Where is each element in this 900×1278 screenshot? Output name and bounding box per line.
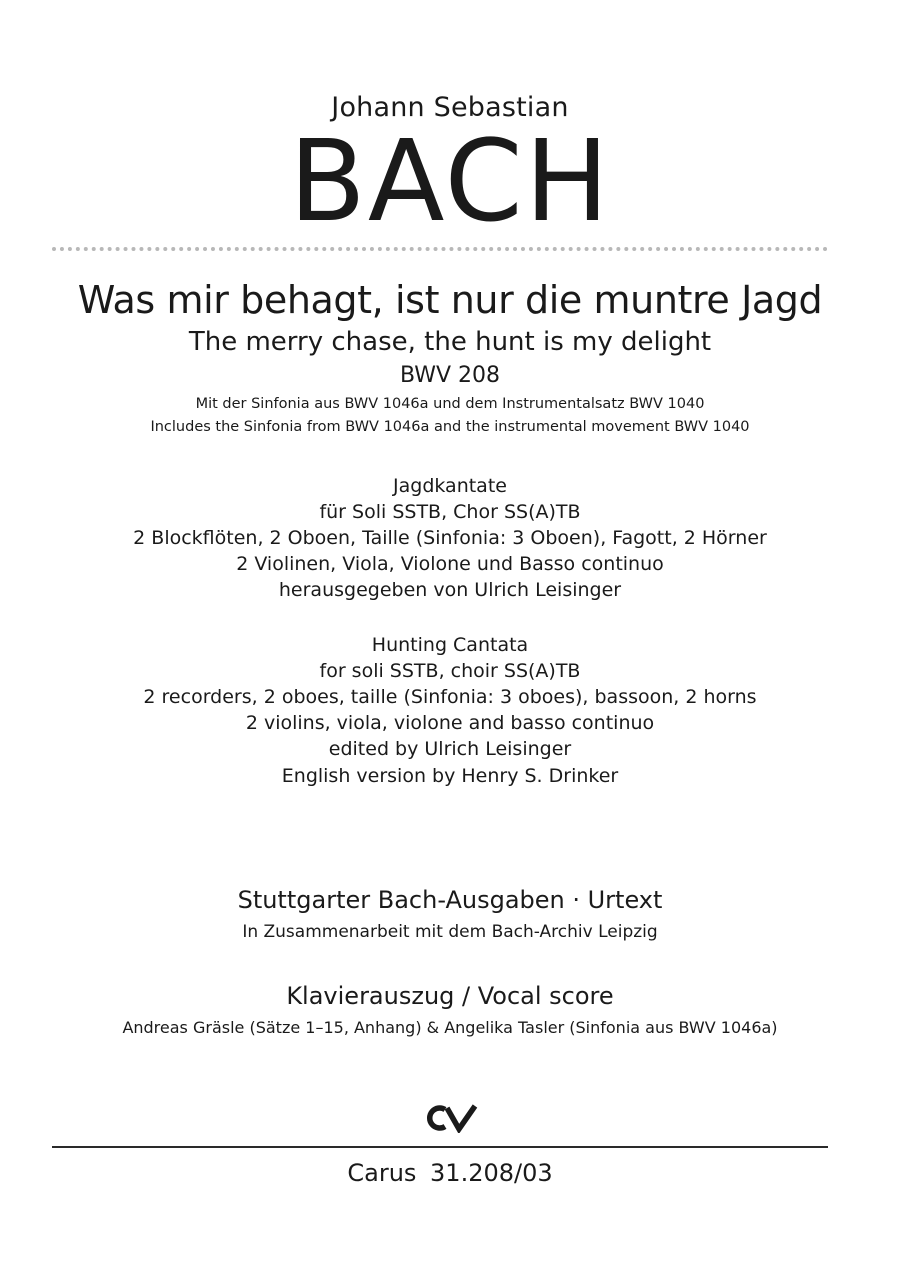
translator-english: English version by Henry S. Drinker [281,765,619,787]
strings-german: 2 Violinen, Viola, Violone und Basso continuo [236,553,664,575]
bottom-divider [52,1146,828,1148]
editor-english: edited by Ulrich Leisinger [328,738,572,760]
winds-german: 2 Blockflöten, 2 Oboen, Taille (Sinfonia: 3 Oboen), Fagott, 2 Hörner [133,527,767,549]
genre-german: Jagdkantate [393,475,507,497]
composer-surname: BACH [289,117,611,247]
work-title-english: The merry chase, the hunt is my delight [188,327,712,357]
inclusion-note-english: Includes the Sinfonia from BWV 1046a and the instrumental movement BWV 1040 [150,419,750,435]
genre-english: Hunting Cantata [371,634,529,656]
bwv-number: BWV 208 [399,363,501,388]
voices-german: für Soli SSTB, Chor SS(A)TB [319,501,581,523]
series-title: Stuttgarter Bach-Ausgaben · Urtext [237,886,663,914]
edition-type: Klavierauszug / Vocal score [286,982,614,1010]
editor-german: herausgegeben von Ulrich Leisinger [278,579,622,601]
catalog-number: Carus 31.208/03 [347,1159,553,1187]
composer-first-names: Johann Sebastian [331,92,569,123]
winds-english: 2 recorders, 2 oboes, taille (Sinfonia: 3 oboes), bassoon, 2 horns [143,686,757,708]
voices-english: for soli SSTB, choir SS(A)TB [319,660,581,682]
dotted-divider [52,247,828,251]
arrangers-credit: Andreas Gräsle (Sätze 1–15, Anhang) & Angelika Tasler (Sinfonia aus BWV 1046a) [122,1018,778,1037]
inclusion-note-german: Mit der Sinfonia aus BWV 1046a und dem Instrumentalsatz BWV 1040 [195,396,705,412]
series-subtitle: In Zusammenarbeit mit dem Bach-Archiv Leipzig [242,922,658,942]
work-title-german: Was mir behagt, ist nur die muntre Jagd [77,278,823,322]
strings-english: 2 violins, viola, violone and basso continuo [245,712,655,734]
carus-cv-logo-icon [420,1103,480,1133]
